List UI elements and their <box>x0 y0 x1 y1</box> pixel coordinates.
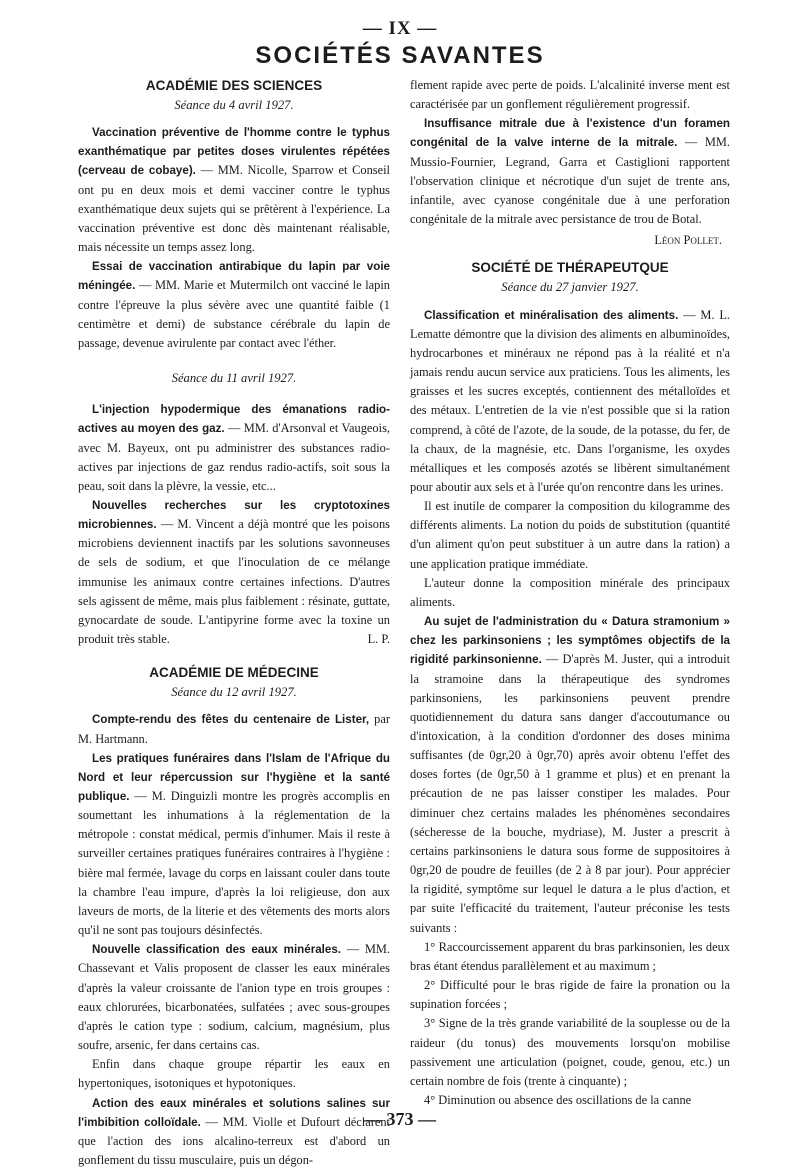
seance-date: Séance du 4 avril 1927. <box>78 96 390 115</box>
article-body: — D'après M. Juster, qui a introduit la stramoine dans la thérapeutique des syndromes parkinsoniens, les parkinsoniens peuvent prendre quotidiennement du datura sans danger d'accoutumance ou d'intoxication, à la condition d'ordonner des doses minima suffisantes (de 0gr,20 à 0gr,70) après avoir obtenu l'effet des doses fortes (de 0gr,50 à 1 gramme et plus) et en prenant la précaution de ne pas laisser constiper les malades. Pour diminuer chez certains malades les phénomènes secondaires (sécheresse de la bouche, mydriase), M. Juster a prescrit à certains parkinsoniens le datura sous forme de suppositoires à 0gr,20 de poudre de feuilles (de 2 à 8 par jour). Pour apprécier la rigidité, symptôme sur lequel le datura a le plus d'action, et par suite l'efficacité du traitement, l'auteur préconise les tests suivants : <box>410 652 730 934</box>
article-eaux-minerales <box>78 940 390 1055</box>
article-heading: Compte-rendu des fêtes du centenaire de Lister, <box>92 713 369 726</box>
article-body: — MM. Violle et Dufourt déclarent que l'action des ions alcalino-terreux est d'abord un gonflement du tissu musculaire, puis un dégon- <box>78 1115 390 1167</box>
seance-date: Séance du 27 janvier 1927. <box>410 278 730 297</box>
article-eaux-minerales-cont: Enfin dans chaque groupe répartir les eaux en hypertoniques, isotoniques et hypotoniques. <box>78 1055 390 1093</box>
article-heading: Classification et minéralisation des aliments. <box>424 309 678 322</box>
article-heading: Nouvelles recherches sur les cryptotoxines microbiennes. <box>78 499 390 531</box>
societe-therapeutique-title: SOCIÉTÉ DE THÉRAPEUTQUE <box>410 258 730 278</box>
article-vaccination-antirabique <box>78 257 390 353</box>
article-lister <box>78 710 390 748</box>
section-title: SOCIÉTÉS SAVANTES <box>0 42 800 70</box>
article-heading: Nouvelle classification des eaux minérales. <box>92 943 341 956</box>
left-column <box>78 76 390 1170</box>
article-paragraph: L'auteur donne la composition minérale des principaux aliments. <box>410 574 730 612</box>
seance-date: Séance du 12 avril 1927. <box>78 683 390 702</box>
article-continuation: flement rapide avec perte de poids. L'alcalinité inverse ment est caractérisée par un gonflement régulièrement progressif. <box>410 76 730 114</box>
article-body: — MM. d'Arsonval et Vaugeois, avec M. Bayeux, ont pu administrer des substances radio-actives par injections de gaz rendus radio-actifs, soit sous la peau, soit dans la plèvre, la vessie, etc... <box>78 421 390 492</box>
article-body: — MM. Marie et Mutermilch ont vacciné le lapin contre l'épreuve la plus sévère avec une quantité faible (1 centimètre et demi) de substance cérébrale du lapin de passage, devenue avirulente par contact avec l'éther. <box>78 278 390 349</box>
test-item-1: 1° Raccourcissement apparent du bras parkinsonien, les deux bras étant étendus parallèlement et au maximum ; <box>410 938 730 976</box>
test-item-3: 3° Signe de la très grande variabilité de la souplesse ou de la raideur (du tonus) des mouvements lorsqu'on mobilise passivement une articulation (poignet, coude, genou, etc.) un certain nombre de fois (trente à cinquante) ; <box>410 1014 730 1091</box>
article-body: — M. Vincent a déjà montré que les poisons microbiens deviennent inactifs par les solutions savonneuses de sels de sodium, et que l'inoculation de ce mélange immunise les animaux contre certaines infections. D'autres sels agissent de même, mais plus faiblement : résinate, guttate, gynocardate de soude. L'antipyrine forme avec la toxine un produit très stable. <box>78 517 390 646</box>
academie-sciences-title: ACADÉMIE DES SCIENCES <box>78 76 390 96</box>
article-datura <box>410 612 730 938</box>
article-heading: Vaccination préventive de l'homme contre le typhus exanthématique par petites doses virulentes répétées (cerveau de cobaye). <box>78 126 390 177</box>
author-signature: L. P. <box>354 630 390 649</box>
article-body: — M. Dinguizli montre les progrès accomplis en soumettant les inhumations à la réglementation de la métropole : constat médical, permis d'inhumer. Mais il reste à surveiller certaines pratiques funéraires contraires à l'hygiène : bière mal fermée, lavage du corps en laissant couler dans toute la chambre l'eau impure, d'après la loi religieuse, don aux laveurs de morts, de la literie et des vêtements des morts alors qu'il ne sont pas toujours désinfectés. <box>78 789 390 937</box>
article-heading: Essai de vaccination antirabique du lapin par voie méningée. <box>78 260 390 292</box>
article-body: — MM. Chassevant et Valis proposent de classer les eaux minérales d'après la valeur croissante de l'anion type en trois groupes : eaux chlorurées, bicarbonatées, sulfatées ; avec sous-groupes d'après le cation type : sodium, calcium, magnésium, plus soufre, arsenic, fer dans certains cas. <box>78 942 390 1052</box>
article-body: — MM. Mussio-Fournier, Legrand, Garra et Castiglioni rapportent l'observation clinique et nécrotique d'un sujet de trente ans, infantile, avec cyanose congénitale due à une perforation congénitale de la mitrale avec persistance de trou de Botal. <box>410 135 730 226</box>
section-spacer <box>410 250 730 258</box>
test-item-4: 4° Diminution ou absence des oscillations de la canne <box>410 1091 730 1110</box>
article-heading: Insuffisance mitrale due à l'existence d'un foramen congénital de la valve interne de la mitrale. <box>410 117 730 149</box>
article-pratiques-funeraires <box>78 749 390 941</box>
seance-date: Séance du 11 avril 1927. <box>78 369 390 388</box>
article-body: par M. Hartmann. <box>78 712 390 745</box>
author-signature: Léon Pollet. <box>410 231 730 250</box>
article-cryptotoxines <box>78 496 390 649</box>
article-heading: Action des eaux minérales et solutions salines sur l'imbibition colloïdale. <box>78 1097 390 1129</box>
article-imbibition-colloidale <box>78 1094 390 1170</box>
article-heading: L'injection hypodermique des émanations radio-actives au moyen des gaz. <box>78 403 390 435</box>
page-number: — 373 — <box>0 1109 800 1130</box>
article-body: — MM. Nicolle, Sparrow et Conseil ont pu en deux mois et demi vacciner contre le typhus exanthématique deux sujets qui se prêtèrent à l'expérience. La vaccination préventive est donc dès maintenant réalisable, mais nécessite un temps assez long. <box>78 163 390 254</box>
academie-medecine-title: ACADÉMIE DE MÉDECINE <box>78 663 390 683</box>
section-roman-numeral: — IX — <box>0 18 800 40</box>
article-injection-hypodermique <box>78 400 390 496</box>
section-spacer <box>78 649 390 663</box>
article-vaccination-typhus <box>78 123 390 257</box>
article-classification-aliments <box>410 306 730 498</box>
article-heading: Les pratiques funéraires dans l'Islam de l'Afrique du Nord et leur répercussion sur l'hygiène et la santé publique. <box>78 752 390 803</box>
article-paragraph: Il est inutile de comparer la composition du kilogramme des différents aliments. La notion du poids de substitution (quantité d'un aliment qu'on peut substituer à un autre dans la ration) a une application pratique immédiate. <box>410 497 730 574</box>
article-body: — M. L. Lematte démontre que la division des aliments en albuminoïdes, hydrocarbones et minéraux ne répond pas à la réalité et n'a jamais rendu aucun service aux praticiens. Tous les aliments, les graisses et les sucres exceptés, contiennent des métalloïdes et des métaux. L'entretien de la vie n'est possible que si la ration comprend, à côté de l'azote, de la soude, de la potasse, du fer, de la chaux, de la magnésie, etc. Dans l'organisme, les oxydes métalliques et les composés azotés se libèrent simultanément pour aboutir aux sels et à l'urée qu'on rencontre dans les urines. <box>410 308 730 494</box>
article-heading: Au sujet de l'administration du « Datura stramonium » chez les parkinsoniens ; les symptômes objectifs de la rigidité parkinsonienne. <box>410 615 730 666</box>
test-item-2: 2° Difficulté pour le bras rigide de faire la pronation ou la supination forcées ; <box>410 976 730 1014</box>
right-column <box>410 76 730 1110</box>
article-insuffisance-mitrale <box>410 114 730 229</box>
